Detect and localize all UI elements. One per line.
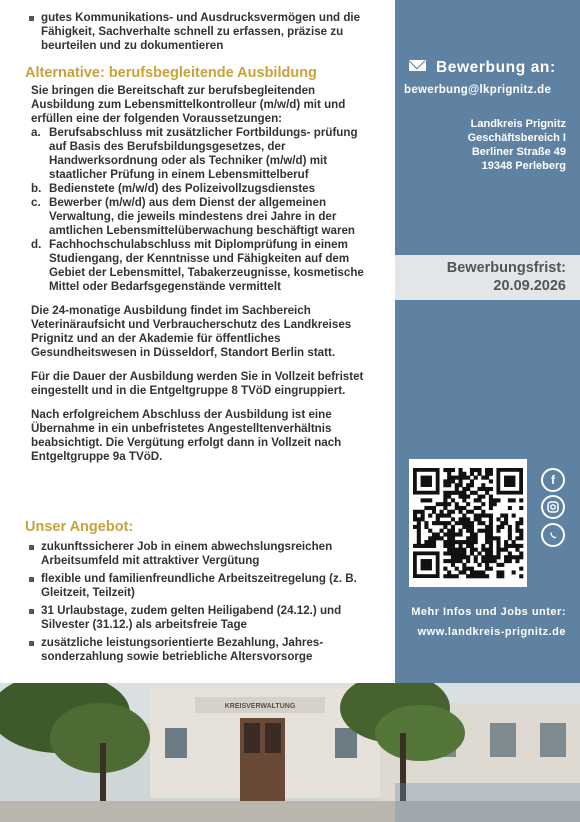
requirement-item: c. Bewerber (m/w/d) aus dem Dienst der allgemeinen Verwaltung, die jeweils mindestens drei Jahre in der amtlichen Lebensmittelüberwachung beschäftigt waren xyxy=(31,196,356,237)
website-link[interactable]: www.landkreis-prignitz.de xyxy=(417,626,566,638)
list-item: zusätzliche leistungsorientierte Bezahlung, Jahres- sonderzahlung sowie betriebliche Altersvorsorge xyxy=(25,636,377,664)
list-item: 31 Urlaubstage, zudem gelten Heiligabend (24.12.) und Silvester (31.12.) als arbeitsfreie Tage xyxy=(25,604,377,632)
takeover-paragraph: Nach erfolgreichem Abschluss der Ausbildung ist eine Übernahme in ein unbefristetes Angestelltenverhältnis beabsichtigt. Die Vergütung erfolgt dann in Vollzeit nach Entgeltgruppe 9a TVöD. xyxy=(31,408,342,463)
apply-email-link[interactable]: bewerbung@lkprignitz.de xyxy=(404,84,552,96)
envelope-icon xyxy=(409,60,426,71)
whatsapp-icon[interactable] xyxy=(541,523,565,547)
requirement-item: a. Berufsabschluss mit zusätzlicher Fortbildungs- prüfung auf Basis des Berufsbildungsgesetzes, der Handwerksordnung oder als Techniker (m/w/d) mit staatlicher Prüfung in einem Lebensmittelberuf xyxy=(31,126,358,181)
list-item: flexible und familienfreundliche Arbeitszeitregelung (z. B. Gleitzeit, Teilzeit) xyxy=(25,572,377,600)
requirement-item: b. Bedienstete (m/w/d) des Polizeivollzugsdienstes xyxy=(31,182,316,195)
contact-sidebar xyxy=(395,0,580,683)
offer-heading: Unser Angebot: xyxy=(25,519,134,535)
requirement-item: d. Fachhochschulabschluss mit Diplomprüfung in einem Studiengang, der Kenntnisse und Fähigkeiten auf dem Gebiet der Lebensmittel, Tabakerzeugnisse, kosmetische Mittel oder Bedarfsgegenstände vermittelt xyxy=(31,238,364,293)
more-info-label: Mehr Infos und Jobs unter: xyxy=(411,606,566,618)
qr-code[interactable] xyxy=(409,459,527,587)
alternative-heading: Alternative: berufsbegleitende Ausbildung xyxy=(25,65,317,81)
list-item: gutes Kommunikations- und Ausdrucksvermögen und die Fähigkeit, Sachverhalte schnell zu erfassen, präzise zu beurteilen und zu dokumentieren xyxy=(25,11,377,53)
list-item: zukunftssicherer Job in einem abwechslungsreichen Arbeitsumfeld mit attraktiver Vergütung xyxy=(25,540,377,568)
deadline-box xyxy=(395,255,580,300)
postal-address: Landkreis Prignitz Geschäftsbereich I Berliner Straße 49 19348 Perleberg xyxy=(467,118,566,172)
building-sign: KREISVERWALTUNG xyxy=(224,703,296,710)
deadline-label: Bewerbungsfrist: xyxy=(446,260,566,276)
deadline-date: 20.09.2026 xyxy=(493,278,566,294)
facebook-icon[interactable]: f xyxy=(541,468,565,492)
apply-heading: Bewerbung an: xyxy=(409,59,556,77)
requirements-list xyxy=(31,126,377,294)
instagram-icon[interactable] xyxy=(541,495,565,519)
employment-paragraph: Für die Dauer der Ausbildung werden Sie in Vollzeit befristet eingestellt und in die Entgeltgruppe 8 TVöD eingruppiert. xyxy=(31,370,364,397)
training-paragraph: Die 24-monatige Ausbildung findet im Sachbereich Veterinäraufsicht und Verbraucherschutz des Landkreises Prignitz und an der Akademie für öffentliches Gesundheitswesen in Düsseldorf, Standort Berlin statt. xyxy=(31,304,352,359)
intro-bullet-list xyxy=(25,11,377,53)
offer-list xyxy=(25,540,377,664)
alternative-intro: Sie bringen die Bereitschaft zur berufsbegleitenden Ausbildung zum Lebensmittelkontrolleur (m/w/d) mit und erfüllen eine der folgenden Voraussetzungen: xyxy=(31,84,346,125)
building-photo xyxy=(0,683,580,822)
